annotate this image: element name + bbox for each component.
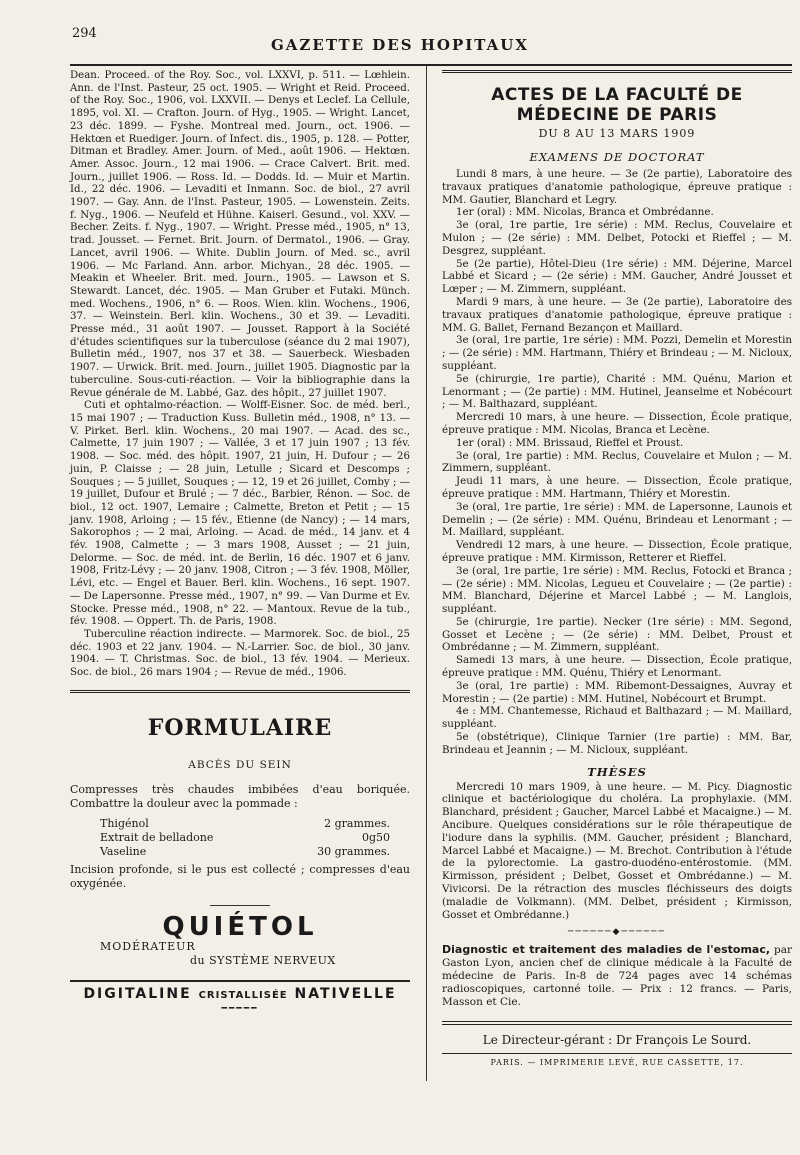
quietol-brand: QUIÉTOL xyxy=(162,911,318,942)
prescription-item xyxy=(100,845,390,859)
bibliography-paragraph: Cuti et ophtalmo-réaction. — Wolff-Eisner. Soc. de méd. berl., 15 mai 1907 ; — Traduction Kuss. Bulletin méd., 1908, n° 13. — V. Pirket. Berl. klin. Wochens., 20 mai 1907. — Acad. des sc., Calmette, 17 juin 1907 ; — Vallée, 3 et 17 juin 1907 ; 13 fév. 1908. — Soc. méd. des hôpit. 1907, 21 juin, H. Dufour ; — 26 juin, P. Claisse ; — 28 juin, Letulle ; Sicard et Descomps ; Souques ; — 5 juillet, Souques ; — 12, 19 et 26 juillet, Comby ; — 19 juillet, Dufour et Brulé ; — 7 déc., Barbier, Rénon. — Soc. de biol., 12 oct. 1907, Lemaire ; Calmette, Breton et Petit ; — 15 janv. 1908, Arloing ; — 15 fév., Etienne (de Nancy) ; — 14 mars, Sakorophos ; — 2 mai, Arloing. — Acad. de méd., 14 janv. et 4 fév. 1908, Calmette ; — 3 mars 1908, Ausset ; — 21 juin, Delorme. — Soc. de méd. int. de Berlin, 16 déc. 1907 et 6 janv. 1908, Fritz-Lévy ; — 20 janv. 1908, Citron ; — 3 fév. 1908, Möller, Lévi, etc. — Engel et Bauer. Berl. klin. Wochens., 16 sept. 1907. — De Lapersonne. Presse méd., 1907, n° 99. — Van Durme et Ev. Stocke. Presse méd., 1908, n° 22. — Mantoux. Revue de la tub., fév. 1908. — Oppert. Th. de Paris, 1908. xyxy=(70,400,410,628)
book-title: Diagnostic et traitement des maladies de l'estomac, xyxy=(442,943,771,957)
exam-entry: Mercredi 10 mars, à une heure. — Dissection, École pratique, épreuve pratique : MM. Nicolas, Branca et Lecène. xyxy=(442,411,792,436)
quietol-line1: MODÉRATEUR xyxy=(100,939,196,953)
exams-list xyxy=(442,168,792,757)
footer-rule xyxy=(442,1021,792,1022)
quietol-ad xyxy=(70,912,410,974)
prescription-name: Extrait de belladone xyxy=(100,830,214,844)
exam-entry: 1er (oral) : MM. Brissaud, Rieffel et Proust. xyxy=(456,436,684,449)
right-column xyxy=(442,70,792,1067)
prescription-name: Thigénol xyxy=(100,816,149,830)
formulaire-intro: Compresses très chaudes imbibées d'eau boriquée. Combattre la douleur avec la pommade : xyxy=(70,782,410,810)
running-title: GAZETTE DES HOPITAUX xyxy=(270,36,529,54)
bibliography-paragraph: Tuberculine réaction indirecte. — Marmorek. Soc. de biol., 25 déc. 1903 et 22 janv. 1904. — N.-Larrier. Soc. de biol., 30 janv. 1904. — T. Christmas. Soc. de biol., 13 fév. 1904. — Merieux. Soc. de biol., 26 mars 1904 ; — Revue de méd., 1906. xyxy=(70,628,410,679)
exam-entry: Lundi 8 mars, à une heure. — 3e (2e partie), Laboratoire des travaux pratiques d'anatomie pathologique, épreuve pratique : MM. Gautier, Blanchard et Legry. xyxy=(442,168,792,206)
prescription-item xyxy=(100,817,390,831)
exam-entry: 3e (oral, 1re partie) : MM. Reclus, Couvelaire et Mulon ; — M. Zimmern, suppléant. xyxy=(442,449,792,475)
exam-entry: Vendredi 12 mars, à une heure. — Dissection, École pratique, épreuve pratique : MM. Kirmisson, Retterer et Rieffel. xyxy=(442,539,792,564)
exam-entry: Jeudi 11 mars, à une heure. — Dissection, École pratique, épreuve pratique : MM. Hartmann, Thiéry et Morestin. xyxy=(442,475,792,500)
printer-line: PARIS. — IMPRIMERIE LEVÉ, RUE CASSETTE, 17. xyxy=(490,1058,744,1068)
exam-entry: 3e (oral, 1re partie, 1re série) : MM. de Lapersonne, Launois et Demelin ; — (2e série) : MM. Quénu, Brindeau et Lenormant ; — M. Maillard, suppléant. xyxy=(442,500,792,539)
prescription-qty: 2 grammes. xyxy=(324,816,390,830)
formulaire-title: FORMULAIRE xyxy=(147,714,333,741)
book-text: par Gaston Lyon, ancien chef de clinique médicale à la Faculté de médecine de Paris. In-8 de 724 pages avec 14 schémas radioscopiques, cartonné toile. — Prix : 12 francs. — Paris, Masson et Cie. xyxy=(442,944,792,1009)
quietol-line2: du SYSTÈME NERVEUX xyxy=(190,953,336,967)
exam-entry: Mardi 9 mars, à une heure. — 3e (2e partie), Laboratoire des travaux pratiques d'anatomie pathologique, épreuve pratique : MM. G. Ballet, Fernand Bezançon et Maillard. xyxy=(442,295,792,334)
exam-entry: Samedi 13 mars, à une heure. — Dissection, École pratique, épreuve pratique : MM. Quénu, Thiéry et Lenormant. xyxy=(442,654,792,680)
digitaline-word: DIGITALINE xyxy=(83,985,192,1002)
digitaline-cristallisee: CRISTALLISÉE xyxy=(198,989,288,1001)
exam-entry: 3e (oral, 1re partie, 1re série) : MM. Reclus, Couvelaire et Mulon ; — (2e série) : MM. Delbet, Potocki et Rieffel ; — M. Desgrez, suppléant. xyxy=(442,219,792,257)
prescription-name: Vaseline xyxy=(100,844,147,858)
theses-text: Mercredi 10 mars 1909, à une heure. — M. Picy. Diagnostic clinique et bactériologique du choléra. La prophylaxie. (MM. Blanchard, président ; Gaucher, Marcel Labbé et Macaigne.) — M. Ancibure. Quelques considérations sur le rôle thérapeutique de l'iodure dans la syphilis. (MM. Gaucher, président ; Blanchard, Marcel Labbé et Macaigne.) — M. Brechot. Contribution à l'étude de la pylorectomie. La gastro-duodéno-entérostomie. (MM. Kirmisson, président ; Delbet, Gosset et Ombrédanne.) — M. Vivicorsi. De la rétraction des muscles fléchisseurs des doigts (maladie de Volkmann). (MM. Delbet, président ; Kirmisson, Gosset et Ombrédanne.) xyxy=(442,780,792,921)
prescription-qty: 30 grammes. xyxy=(317,844,390,858)
exam-entry: 3e (oral, 1re partie, 1re série) : MM. Reclus, Fotocki et Branca ; — (2e série) : MM. Nicolas, Legueu et Couvelaire ; — (2e partie) : MM. Blanchard, Déjerine et Marcel Labbé ; — M. Langlois, suppléant. xyxy=(442,564,792,616)
digitaline-ad xyxy=(70,986,410,1002)
formulaire-outro: Incision profonde, si le pus est collecté ; compresses d'eau oxygénée. xyxy=(70,862,410,890)
exam-entry: 4e : MM. Chantemesse, Richaud et Balthazard ; — M. Maillard, suppléant. xyxy=(442,705,792,731)
prescription-qty: 0g50 xyxy=(361,830,390,844)
footer-rule xyxy=(442,1053,792,1054)
formulaire-subtitle: ABCÈS DU SEIN xyxy=(188,758,292,771)
prescription xyxy=(70,811,410,863)
small-rule xyxy=(210,905,270,906)
prescription-item xyxy=(100,831,390,845)
theses-block xyxy=(442,781,792,922)
exams-heading: EXAMENS DE DOCTORAT xyxy=(529,150,705,164)
theses-heading: THÈSES xyxy=(587,764,647,779)
digitaline-nativelle: NATIVELLE xyxy=(294,985,397,1002)
acts-title: ACTES DE LA FACULTÉ DE MÉDECINE DE PARIS xyxy=(491,85,743,125)
exam-entry: 5e (obstétrique), Clinique Tarnier (1re partie) : MM. Bar, Brindeau et Jeannin ; — M. Nicloux, suppléant. xyxy=(442,731,792,756)
book-notice xyxy=(442,943,792,1009)
ad-rule xyxy=(70,980,410,982)
exam-entry: 1er (oral) : MM. Nicolas, Branca et Ombrédanne. xyxy=(456,206,714,219)
bibliography-paragraph: Dean. Proceed. of the Roy. Soc., vol. LXXVI, p. 511. — Lœhlein. Ann. de l'Inst. Pasteur, 25 oct. 1905. — Wright et Reid. Proceed. of the Roy. Soc., 1906, vol. LXXVII. — Denys et Leclef. La Cellule, 1895, vol. XI. — Crafton. Journ. of Hyg., 1905. — Wright. Lancet, 23 déc. 1899. — Fyshe. Montreal med. Journ., oct. 1906. — Hektœn et Ruediger. Journ. of Infect. dis., 1905, p. 128. — Potter, Ditman et Bradley. Amer. Journ. of Med., août 1906. — Hektœn. Amer. Assoc. Journ., 12 mai 1906. — Crace Calvert. Brit. med. Journ., juillet 1906. — Ross. Id. — Dodds. Id. — Muir et Martin. Id., 22 déc. 1906. — Levaditi et Inmann. Soc. de biol., 27 avril 1907. — Gay. Ann. de l'Inst. Pasteur, 1905. — Lowenstein. Zeits. f. Nyg., 1906. — Neufeld et Hühne. Kaiserl. Gesund., vol. XXV. — Becher. Zeits. f. Nyg., 1907. — Wright. Presse méd., 1905, n° 13, trad. Jousset. — Fernet. Brit. Journ. of Dermatol., 1906. — Gray. Lancet, avril 1906. — White. Dublin Journ. of Med. sc., avril 1906. — Mc Farland. Ann. arbor. Michyan., 28 déc. 1905. — Meakin et Wheeler. Brit. med. Journ., 1905. — Lawson et S. Stewardt. Lancet, déc. 1905. — Man Gruber et Futaki. Münch. med. Wochens., 1906, n° 6. — Roos. Wien. klin. Wochens., 1906, 37. — Weinstein. Berl. klin. Wochens., 30 et 39. — Levaditi. Presse méd., 31 août 1907. — Jousset. Rapport à la Société d'études scientifiques sur la tuberculose (séance du 2 mai 1907), Bulletin méd., 1907, nos 37 et 38. — Sauerbeck. Wiesbaden 1907. — Urwick. Brit. med. Journ., juillet 1905. Diagnostic par la tuberculine. Sous-cuti-réaction. — Voir la bibliographie dans la Revue générale de M. Labbé, Gaz. des hôpit., 27 juillet 1907. xyxy=(70,70,410,399)
column-divider xyxy=(426,66,427,1081)
acts-date: DU 8 AU 13 MARS 1909 xyxy=(538,127,696,140)
ornament: ━━━━━ xyxy=(221,1003,259,1014)
exam-entry: 3e (oral, 1re partie) : MM. Ribemont-Dessaignes, Auvray et Morestin ; — (2e partie) : MM. Hutinel, Nobécourt et Brumpt. xyxy=(442,679,792,705)
exam-entry: 5e (2e partie), Hôtel-Dieu (1re série) : MM. Déjerine, Marcel Labbé et Sicard ; — (2e série) : MM. Gaucher, André Jousset et Lœper ; — M. Zimmern, suppléant. xyxy=(442,257,792,296)
header-rule xyxy=(70,64,792,66)
exam-entry: 3e (oral, 1re partie, 1re série) : MM. Pozzi, Demelin et Morestin ; — (2e série) : MM. Hartmann, Thiéry et Brindeau ; — M. Nicloux, suppléant. xyxy=(442,334,792,372)
footer-rule xyxy=(442,1024,792,1025)
left-column xyxy=(70,70,410,1014)
director-signature: Le Directeur-gérant : Dr François Le Sourd. xyxy=(482,1033,752,1048)
ornament: ──────◆────── xyxy=(568,927,666,938)
exam-entry: 5e (chirurgie, 1re partie). Necker (1re série) : MM. Segond, Gosset et Lecène ; — (2e série) : MM. Delbet, Proust et Ombrédanne ; — M. Zimmern, suppléant. xyxy=(442,615,792,654)
exam-entry: 5e (chirurgie, 1re partie), Charité : MM. Quénu, Marion et Lenormant ; — (2e partie) : MM. Hutinel, Jeanselme et Nobécourt ; — M. Balthazard, suppléant. xyxy=(442,372,792,411)
page-number: 294 xyxy=(72,26,97,41)
bibliography xyxy=(70,70,410,680)
